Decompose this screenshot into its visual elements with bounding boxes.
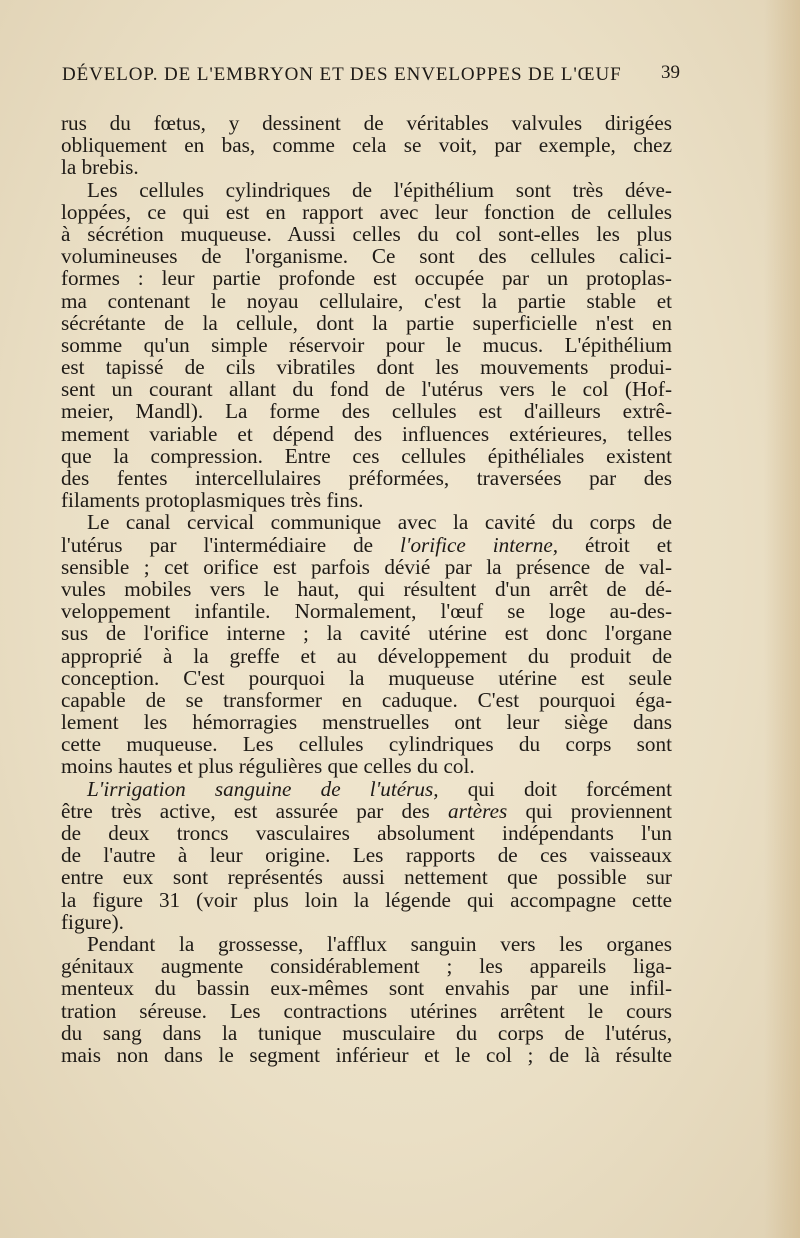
- text-line: que la compression. Entre ces cellules épithéliales existent: [61, 443, 672, 468]
- text-line: la brebis.: [61, 155, 139, 180]
- text-line: somme qu'un simple réservoir pour le mucus. L'épithélium: [61, 332, 672, 357]
- italic-term: L'irrigation sanguine de l'utérus,: [87, 776, 439, 801]
- text-line: filaments protoplasmiques très fins.: [61, 488, 364, 513]
- text-line: volumineuses de l'organisme. Ce sont des cellules calici-: [61, 244, 672, 269]
- body-text: [61, 112, 672, 1066]
- text-line: sensible ; cet orifice est parfois dévié par la présence de val-: [61, 554, 672, 579]
- page-header: [62, 62, 680, 92]
- text-line: approprié à la greffe et au développement du produit de: [61, 643, 672, 668]
- text-line: de l'autre à leur origine. Les rapports de ces vaisseaux: [61, 843, 672, 868]
- running-title: DÉVELOP. DE L'EMBRYON ET DES ENVELOPPES DE L'ŒUF: [62, 64, 622, 85]
- italic-term: l'orifice interne,: [400, 532, 559, 557]
- text-line: moins hautes et plus régulières que celles du col.: [61, 754, 475, 779]
- text-line: rus du fœtus, y dessinent de véritables valvules dirigées: [61, 111, 672, 135]
- text-line: lement les hémorragies menstruelles ont leur siège dans: [61, 710, 672, 735]
- text-line: entre eux sont représentés aussi nettement que possible sur: [61, 865, 672, 890]
- text-line: L'irrigation sanguine de l'utérus, qui doit forcément: [87, 776, 672, 801]
- text-line: l'utérus par l'intermédiaire de l'orifice interne, étroit et: [61, 532, 672, 557]
- text-line: la figure 31 (voir plus loin la légende qui accompagne cette: [61, 887, 672, 912]
- text-line: sus de l'orifice interne ; la cavité utérine est donc l'organe: [61, 621, 672, 646]
- text-line: à sécrétion muqueuse. Aussi celles du col sont-elles les plus: [61, 221, 672, 246]
- text-line: Le canal cervical communique avec la cavité du corps de: [87, 510, 672, 535]
- text-line: formes : leur partie profonde est occupée par un protoplas-: [61, 266, 672, 291]
- text-line: tration séreuse. Les contractions utérines arrêtent le cours: [61, 998, 672, 1023]
- text-line: de deux troncs vasculaires absolument indépendants l'un: [61, 821, 672, 845]
- text-line: des fentes intercellulaires préformées, traversées par des: [61, 466, 672, 490]
- text-line: est tapissé de cils vibratiles dont les mouvements produi-: [61, 355, 672, 380]
- text-line: ma contenant le noyau cellulaire, c'est la partie stable et: [61, 288, 672, 313]
- text-line: Pendant la grossesse, l'afflux sanguin vers les organes: [87, 931, 672, 956]
- page-number: 39: [661, 62, 680, 83]
- text-line: meier, Mandl). La forme des cellules est d'ailleurs extrê-: [61, 399, 672, 424]
- text-line: figure).: [61, 909, 124, 934]
- text-line: vules mobiles vers le haut, qui résultent d'un arrêt de dé-: [61, 576, 672, 601]
- text-line: conception. C'est pourquoi la muqueuse utérine est seule: [61, 665, 672, 690]
- text-line: génitaux augmente considérablement ; les appareils liga-: [61, 954, 672, 979]
- text-line: sécrétante de la cellule, dont la partie superficielle n'est en: [61, 310, 672, 335]
- text-line: cette muqueuse. Les cellules cylindriques du corps sont: [61, 732, 672, 757]
- text-line: mement variable et dépend des influences extérieures, telles: [61, 421, 672, 446]
- text-line: obliquement en bas, comme cela se voit, par exemple, chez: [61, 133, 672, 158]
- italic-term: artères: [448, 798, 508, 823]
- text-line: du sang dans la tunique musculaire du corps de l'utérus,: [61, 1020, 672, 1045]
- text-line: menteux du bassin eux-mêmes sont envahis par une infil-: [61, 976, 672, 1001]
- text-line: loppées, ce qui est en rapport avec leur fonction de cellules: [61, 199, 672, 224]
- text-line: capable de se transformer en caduque. C'est pourquoi éga-: [61, 687, 672, 712]
- text-line: être très active, est assurée par des artères qui proviennent: [61, 798, 672, 823]
- text-line: Les cellules cylindriques de l'épithélium sont très déve-: [87, 177, 672, 202]
- text-line: sent un courant allant du fond de l'utérus vers le col (Hof-: [61, 377, 672, 402]
- text-line: mais non dans le segment inférieur et le col ; de là résulte: [61, 1042, 672, 1067]
- page-edge-shadow: [764, 0, 800, 1238]
- text-line: veloppement infantile. Normalement, l'œuf se loge au-des-: [61, 599, 672, 624]
